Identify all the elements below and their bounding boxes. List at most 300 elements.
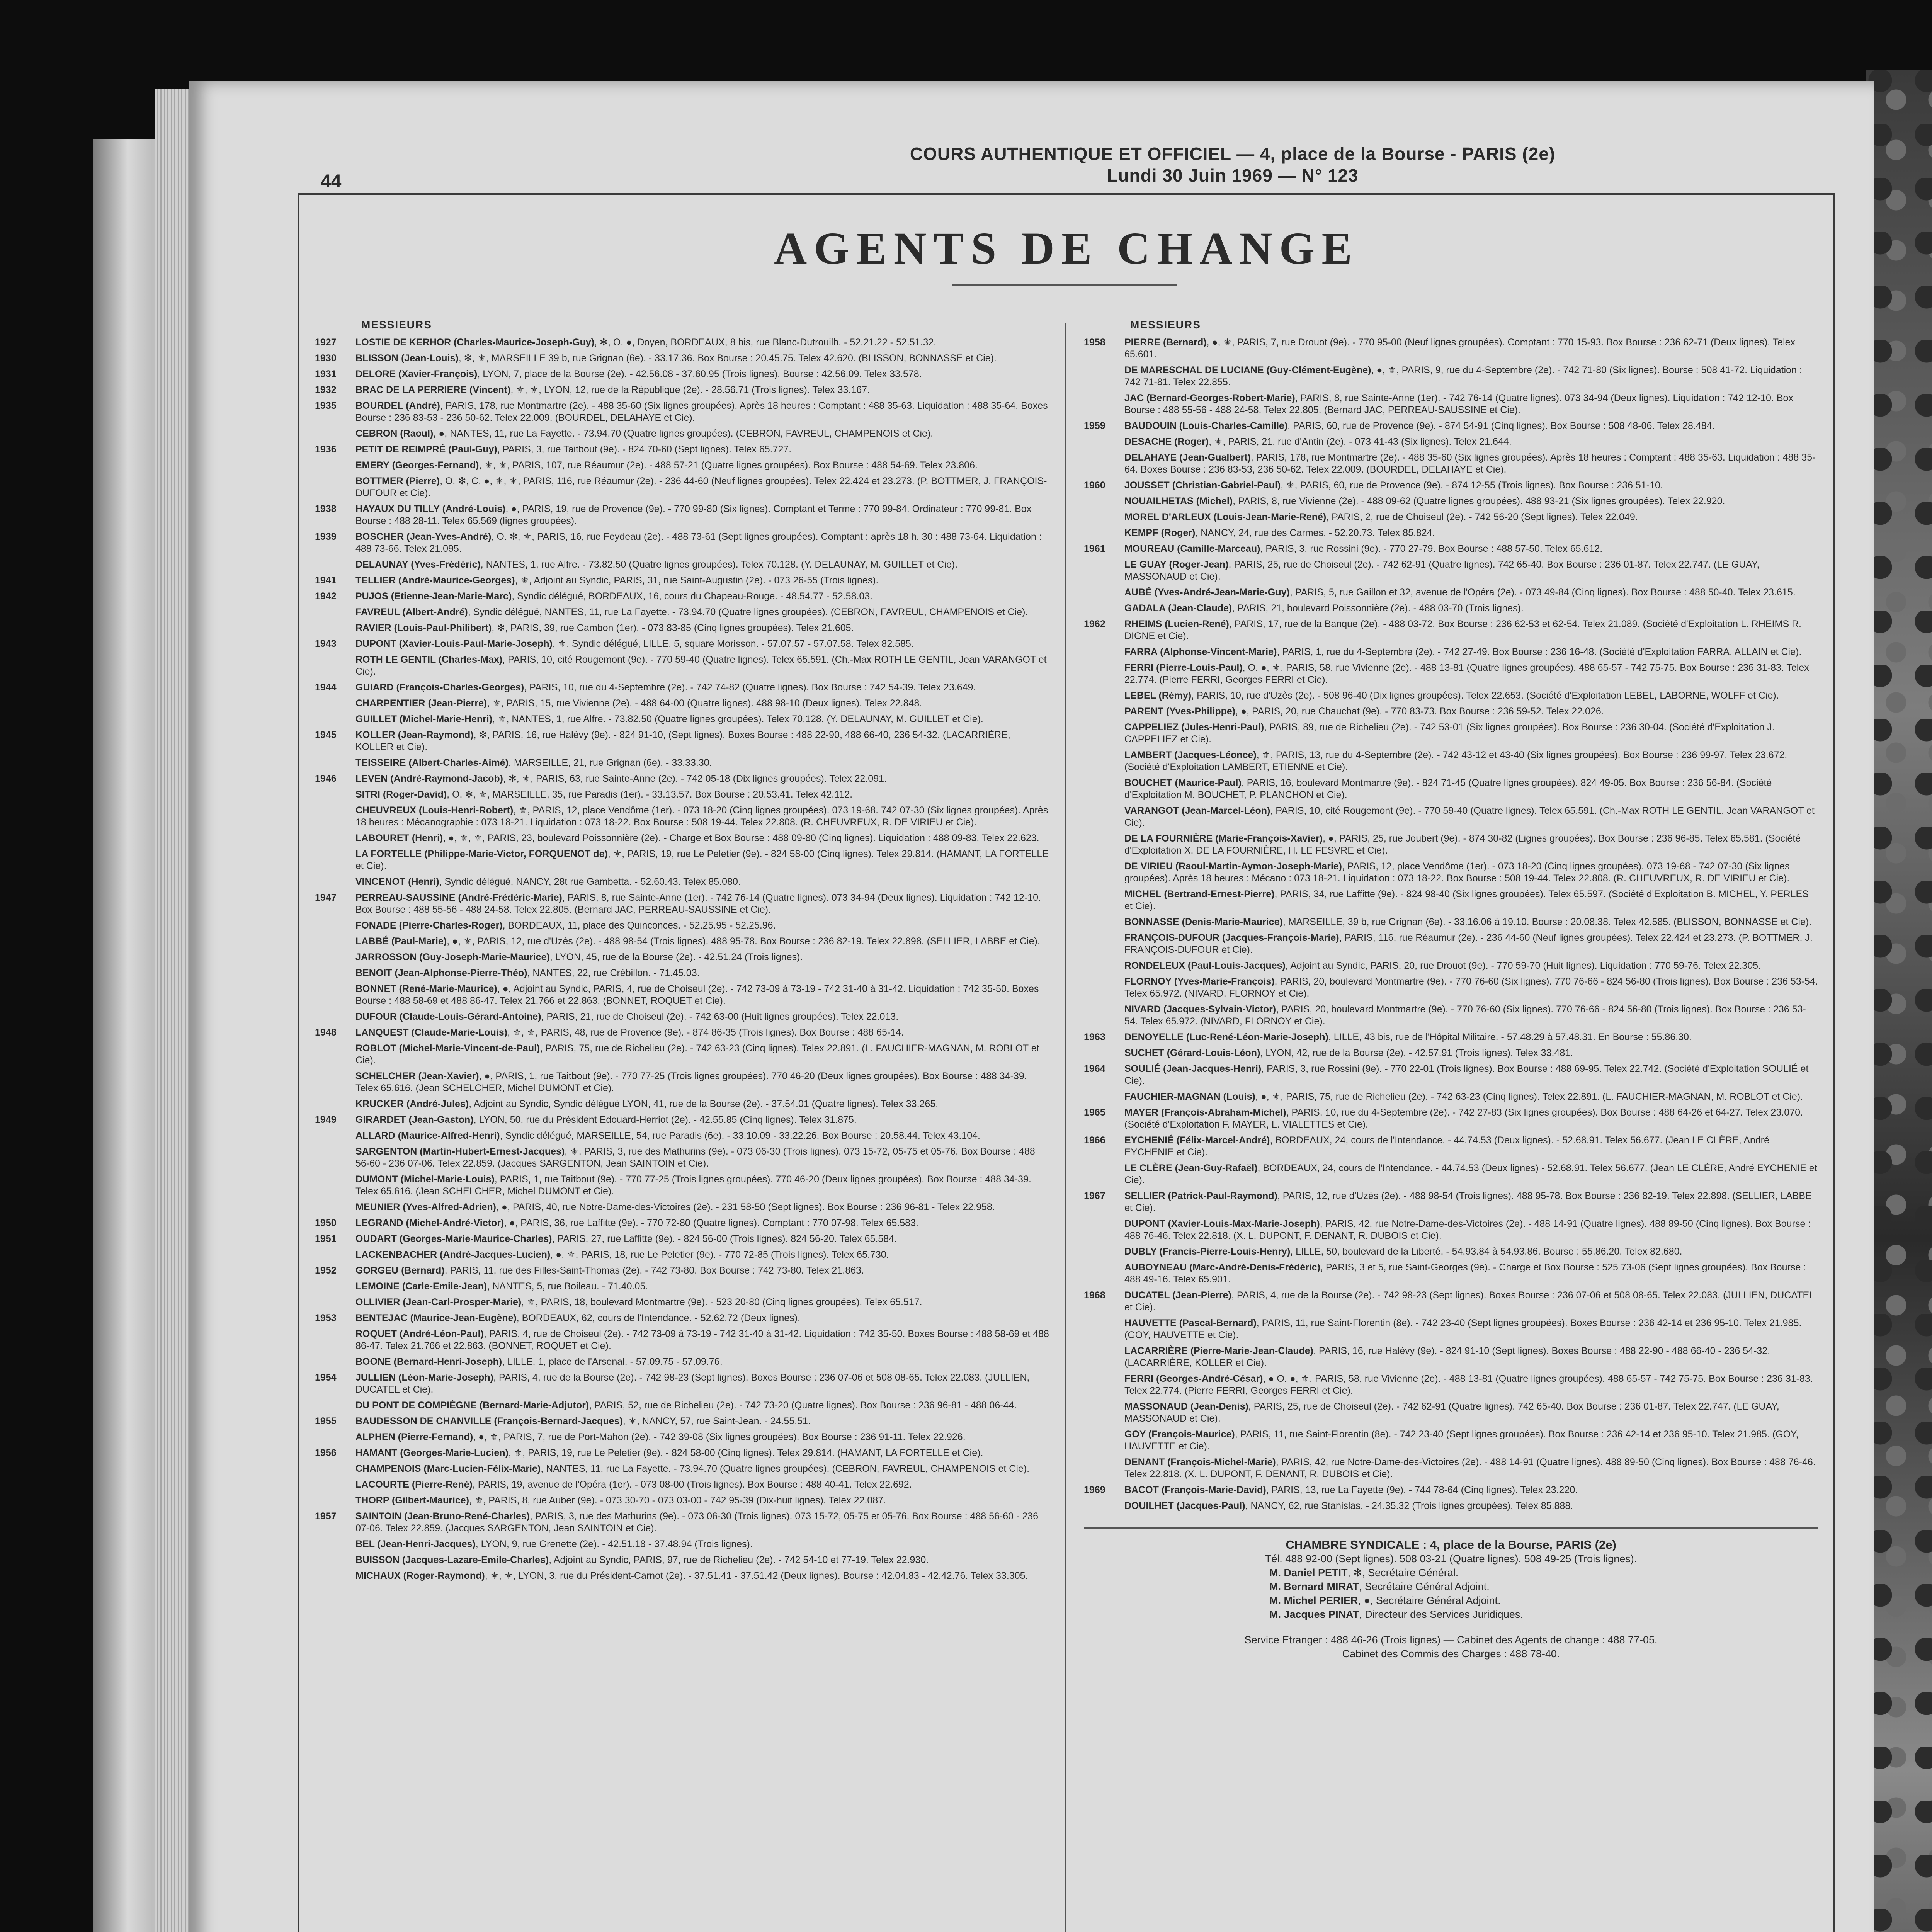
broker-name: DOUILHET (Jacques-Paul) (1124, 1500, 1245, 1511)
entry-text (355, 475, 1049, 499)
broker-entry (315, 575, 1049, 587)
entry-year: 1968 (1084, 1290, 1105, 1301)
broker-entry (315, 713, 1049, 725)
broker-entry (315, 1114, 1049, 1126)
broker-entry (315, 428, 1049, 440)
broker-entry (315, 1431, 1049, 1443)
entry-text (1124, 480, 1818, 492)
broker-entry (315, 832, 1049, 844)
entry-text (1124, 1218, 1818, 1242)
broker-details: , PARIS, 10, rue du 4-Septembre (2e). - 742 74-82 (Quatre lignes). Box Bourse : 742 54-39. Telex 23.649. (524, 682, 976, 693)
broker-name: TELLIER (André-Maurice-Georges) (355, 575, 515, 586)
entry-text (355, 1415, 1049, 1427)
broker-entry (315, 876, 1049, 888)
broker-entry (315, 1011, 1049, 1023)
broker-name: BAUDESSON DE CHANVILLE (François-Bernard-Jacques) (355, 1416, 623, 1427)
broker-entry (315, 606, 1049, 618)
entry-text (355, 729, 1049, 753)
broker-entry (1084, 833, 1818, 857)
broker-name: THORP (Gilbert-Maurice) (355, 1495, 469, 1506)
entry-text (355, 1173, 1049, 1197)
broker-name: FAVREUL (Albert-André) (355, 607, 468, 617)
broker-details: , ⚜, PARIS, 15, rue Vivienne (2e). - 488 64-00 (Quatre lignes). 488 98-10 (Deux lignes). Telex 22.848. (487, 698, 922, 709)
broker-details: , PARIS, 17, rue de la Banque (2e). - 488 03-72. Box Bourse : 236 62-53 et 62-54. Telex 21.089. (Société d'Exploitation L. RHEIMS R. DIGNE et Cie). (1124, 619, 1801, 641)
broker-details: , PARIS, 21, rue de Choiseul (2e). - 742 63-00 (Huit lignes groupées). Telex 22.013. (541, 1011, 899, 1022)
entry-text (355, 606, 1049, 618)
broker-details: , PARIS, 60, rue de Provence (9e). - 874 54-91 (Cinq lignes). Box Bourse : 508 48-06. Telex 28.484. (1287, 420, 1715, 431)
entry-text (1124, 690, 1818, 702)
broker-name: SAINTOIN (Jean-Bruno-René-Charles) (355, 1511, 530, 1522)
broker-details: , PARIS, 5, rue Gaillon et 32, avenue de l'Opéra (2e). - 073 49-84 (Cinq lignes). Box Bourse : 488 50-40. Telex 23.615. (1289, 587, 1796, 598)
broker-entry (1084, 1456, 1818, 1480)
broker-name: FRANÇOIS-DUFOUR (Jacques-François-Marie) (1124, 932, 1339, 943)
broker-details: , PARIS, 10, cité Rougemont (9e). - 770 59-40 (Quatre lignes). Telex 65.591. (Ch.-Max ROTH LE GENTIL, Jean VARANGOT et Cie). (355, 654, 1047, 677)
broker-details: , Syndic délégué, NANCY, 28t rue Gambetta. - 52.60.43. Telex 85.080. (439, 876, 741, 887)
broker-details: , Syndic délégué, BORDEAUX, 16, cours du Chapeau-Rouge. - 48.54.77 - 52.58.03. (512, 591, 873, 602)
entry-text (355, 773, 1049, 785)
entry-text (355, 1070, 1049, 1094)
entry-text (1124, 543, 1818, 555)
broker-details: , ●, ⚜, PARIS, 7, rue Drouot (9e). - 770 95-00 (Neuf lignes groupées). Comptant : 770 15-93. Box Bourse : 236 62-71 (Deux lignes). Telex 65.601. (1124, 337, 1796, 360)
broker-name: VARANGOT (Jean-Marcel-Léon) (1124, 805, 1270, 816)
entry-year: 1943 (315, 638, 337, 649)
entry-text (355, 1217, 1049, 1229)
broker-details: , PARIS, 10, rue du 4-Septembre (2e). - 742 27-83 (Six lignes groupées). Box Bourse : 488 64-26 et 64-27. Telex 23.070. (Société d'Exploitation F. MAYER, L. VIALETTES et Cie). (1124, 1107, 1803, 1130)
broker-name: LEGRAND (Michel-André-Victor) (355, 1218, 504, 1228)
broker-entry (1084, 1289, 1818, 1313)
broker-entry (1084, 618, 1818, 642)
broker-name: KEMPF (Roger) (1124, 527, 1196, 538)
broker-details: , PARIS, 52, rue de Richelieu (2e). - 742 73-20 (Quatre lignes). Box Bourse : 236 96-81 - 488 06-44. (589, 1400, 1017, 1411)
broker-entry (315, 654, 1049, 678)
broker-name: AUBÉ (Yves-André-Jean-Marie-Guy) (1124, 587, 1290, 598)
broker-name: DE LA FOURNIÈRE (Marie-François-Xavier) (1124, 833, 1323, 844)
person-name: M. Michel PERIER (1269, 1595, 1358, 1606)
broker-details: , BORDEAUX, 24, cours de l'Intendance. - 44.74.53 (Deux lignes). - 52.68.91. Telex 56.677. (Jean LE CLÈRE, André EYCHENIE et Cie). (1124, 1135, 1770, 1158)
broker-entry (1084, 706, 1818, 718)
broker-name: EYCHENIÉ (Félix-Marcel-André) (1124, 1135, 1270, 1146)
broker-entry (315, 1249, 1049, 1261)
broker-entry (315, 1043, 1049, 1066)
entry-text (1124, 587, 1818, 599)
broker-entry (315, 1495, 1049, 1507)
broker-details: , NANCY, 24, rue des Carmes. - 52.20.73. Telex 85.824. (1195, 527, 1435, 538)
broker-name: AUBOYNEAU (Marc-André-Denis-Frédéric) (1124, 1262, 1321, 1273)
broker-name: BOSCHER (Jean-Yves-André) (355, 531, 492, 542)
broker-details: , PARIS, 4, rue de Choiseul (2e). - 742 73-09 à 73-19 - 742 31-40 à 31-42. Liquidation : 742 35-50. Boxes Bourse : 488 58-69 et 488 86-47. Telex 21.766 et 22.863. (BONNET, ROQUET et Cie). (355, 1328, 1049, 1351)
broker-entry (315, 697, 1049, 709)
entry-text (1124, 1429, 1818, 1452)
broker-name: FERRI (Pierre-Louis-Paul) (1124, 662, 1243, 673)
broker-entry (1084, 1401, 1818, 1425)
broker-entry (315, 1356, 1049, 1368)
header-line-2: Lundi 30 Juin 1969 — N° 123 (1107, 165, 1359, 185)
broker-entry (1084, 1047, 1818, 1059)
broker-details: , ●, ⚜, ⚜, PARIS, 23, boulevard Poissonnière (2e). - Charge et Box Bourse : 488 09-80 (Cinq lignes). Liquidation : 488 09-83. Telex 22.623. (443, 833, 1039, 844)
broker-details: , ●, PARIS, 20, rue Chauchat (9e). - 770 83-73. Box Bourse : 236 59-52. Telex 22.026. (1235, 706, 1604, 717)
entry-year: 1959 (1084, 420, 1105, 431)
right-entry-list (1084, 337, 1818, 1512)
broker-name: ALPHEN (Pierre-Fernand) (355, 1432, 473, 1442)
entry-text (355, 1554, 1049, 1566)
broker-entry (1084, 960, 1818, 972)
broker-details: , MARSEILLE, 21, rue Grignan (6e). - 33.33.30. (508, 757, 712, 768)
broker-details: , PARIS, 3, rue Rossini (9e). - 770 27-79. Box Bourse : 488 57-50. Telex 65.612. (1260, 543, 1603, 554)
entry-text (1124, 1031, 1818, 1043)
entry-text (355, 832, 1049, 844)
broker-details: , ●, PARIS, 25, rue Joubert (9e). - 874 30-82 (Lignes groupées). Box Bourse : 236 96-85. Telex 65.581. (Société d'Exploitation X. DE LA FOURNIÈRE, H. LE FESVRE et Cie). (1124, 833, 1801, 856)
broker-name: MICHEL (Bertrand-Ernest-Pierre) (1124, 889, 1275, 900)
broker-details: , PARIS, 42, rue Notre-Dame-des-Victoires (2e). - 488 14-91 (Quatre lignes). 488 89-50 (Cinq lignes). Box Bourse : 488 76-46. Telex 22.818. (X. L. DUPONT, F. DENANT, R. DUBOIS et Cie). (1124, 1218, 1811, 1241)
broker-name: LANQUEST (Claude-Marie-Louis) (355, 1027, 508, 1038)
entry-text (1124, 452, 1818, 476)
broker-details: , ⚜, Adjoint au Syndic, PARIS, 31, rue Saint-Augustin (2e). - 073 26-55 (Trois lignes). (515, 575, 879, 586)
broker-entry (1084, 1262, 1818, 1286)
broker-entry (315, 1510, 1049, 1534)
entry-text (1124, 618, 1818, 642)
broker-entry (1084, 1190, 1818, 1214)
broker-details: , PARIS, 3, rue Rossini (9e). - 770 22-01 (Trois lignes). Box Bourse : 488 69-95. Telex 22.742. (Société d'Exploitation SOULIÉ et Cie). (1124, 1063, 1809, 1086)
broker-name: DELORE (Xavier-François) (355, 369, 478, 379)
broker-entry (1084, 1063, 1818, 1087)
entry-year: 1951 (315, 1233, 337, 1244)
broker-name: JARROSSON (Guy-Joseph-Marie-Maurice) (355, 952, 550, 963)
broker-name: HAUVETTE (Pascal-Bernard) (1124, 1318, 1257, 1328)
broker-name: GOY (François-Maurice) (1124, 1429, 1235, 1440)
chambre-title: CHAMBRE SYNDICALE : 4, place de la Bourse, PARIS (2e) (1286, 1538, 1616, 1551)
broker-entry (315, 1479, 1049, 1491)
broker-entry (315, 1312, 1049, 1324)
broker-name: BEL (Jean-Henri-Jacques) (355, 1539, 476, 1549)
broker-details: , PARIS, 25, rue de Choiseul (2e). - 742 62-91 (Quatre lignes). 742 65-40. Box Bourse : 236 01-87. Telex 22.747. (LE GUAY, MASSONAUD et Cie). (1124, 1401, 1779, 1424)
broker-name: LEVEN (André-Raymond-Jacob) (355, 773, 503, 784)
entry-text (355, 892, 1049, 916)
entry-year: 1952 (315, 1265, 337, 1276)
broker-details: , MARSEILLE, 39 b, rue Grignan (6e). - 33.16.06 à 19.10. Bourse : 20.08.38. Telex 42.585. (BLISSON, BONNASSE et Cie). (1282, 917, 1812, 927)
person-name: M. Daniel PETIT (1269, 1567, 1348, 1578)
broker-name: OLLIVIER (Jean-Carl-Prosper-Marie) (355, 1297, 522, 1308)
broker-entry (315, 1070, 1049, 1094)
broker-name: GUIARD (François-Charles-Georges) (355, 682, 524, 693)
broker-details: , PARIS, 34, rue Laffitte (9e). - 824 98-40 (Six lignes groupées). Telex 65.597. (Société d'Exploitation B. MICHEL, Y. PERLES et Cie). (1124, 889, 1809, 912)
entry-text (355, 638, 1049, 650)
broker-name: DE MARESCHAL DE LUCIANE (Guy-Clément-Eugène) (1124, 365, 1371, 376)
entry-year: 1967 (1084, 1190, 1105, 1201)
broker-details: , PARIS, 4, rue de la Bourse (2e). - 742 98-23 (Sept lignes). Boxes Bourse : 236 07-06 et 508 08-65. Telex 22.083. (JULLIEN, DUCATEL et Cie). (355, 1372, 1030, 1395)
entry-year: 1964 (1084, 1063, 1105, 1074)
broker-name: SUCHET (Gérard-Louis-Léon) (1124, 1048, 1260, 1058)
broker-entry (315, 531, 1049, 555)
broker-name: VINCENOT (Henri) (355, 876, 439, 887)
entry-year: 1960 (1084, 480, 1105, 491)
broker-entry (315, 1173, 1049, 1197)
entry-text (355, 1027, 1049, 1039)
broker-details: , PARIS, 20, boulevard Montmartre (9e). - 770 76-60 (Six lignes). 770 76-66 - 824 56-80 (Trois lignes). Box Bourse : 236 53-54. Telex 65.972. (NIVARD, FLORNOY et Cie). (1124, 976, 1818, 999)
broker-entry (315, 1281, 1049, 1293)
broker-name: LACKENBACHER (André-Jacques-Lucien) (355, 1249, 551, 1260)
broker-details: , ⚜, ⚜, PARIS, 48, rue de Provence (9e). - 874 86-35 (Trois lignes). Box Bourse : 488 65-14. (507, 1027, 904, 1038)
broker-details: , PARIS, 21, boulevard Poissonnière (2e). - 488 03-70 (Trois lignes). (1232, 603, 1524, 614)
broker-details: , ⚜, PARIS, 13, rue du 4-Septembre (2e). - 742 43-12 et 43-40 (Six lignes groupées). Box Bourse : 236 99-97. Telex 23.672. (Société d'Exploitation LAMBERT, ETIENNE et Cie). (1124, 750, 1787, 772)
entry-year: 1963 (1084, 1032, 1105, 1043)
broker-name: DUPONT (Xavier-Louis-Max-Marie-Joseph) (1124, 1218, 1320, 1229)
chambre-person (1269, 1607, 1818, 1621)
entry-text (1124, 646, 1818, 658)
broker-name: PARENT (Yves-Philippe) (1124, 706, 1236, 717)
broker-entry (315, 1217, 1049, 1229)
broker-name: ROBLOT (Michel-Marie-Vincent-de-Paul) (355, 1043, 540, 1054)
entry-text (1124, 721, 1818, 745)
entry-text (1124, 1246, 1818, 1258)
broker-name: DELAHAYE (Jean-Gualbert) (1124, 452, 1251, 463)
broker-entry (1084, 690, 1818, 702)
entry-text (355, 575, 1049, 587)
broker-details: , PARIS, 2, rue de Choiseul (2e). - 742 56-20 (Sept lignes). Telex 22.049. (1326, 512, 1638, 522)
broker-name: DE VIRIEU (Raoul-Martin-Aymon-Joseph-Marie) (1124, 861, 1342, 872)
broker-details: , PARIS, 20, boulevard Montmartre (9e). - 770 76-60 (Six lignes). 770 76-66 - 824 56-80 (Trois lignes). Box Bourse : 236 53-54. Telex 65.972. (NIVARD, FLORNOY et Cie). (1124, 1004, 1806, 1027)
broker-name: LE CLÈRE (Jean-Guy-Rafaël) (1124, 1163, 1258, 1173)
broker-name: DENANT (François-Michel-Marie) (1124, 1457, 1276, 1468)
broker-details: , ✻, PARIS, 16, rue Halévy (9e). - 824 91-10, (Sept lignes). Boxes Bourse : 488 22-90, 488 66-40, 236 54-32. (LACARRIÈRE, KOLLER et Cie). (355, 730, 1010, 752)
column-divider (1065, 323, 1066, 1932)
entry-text (355, 459, 1049, 471)
broker-entry (315, 368, 1049, 380)
broker-entry (1084, 805, 1818, 829)
entry-year: 1969 (1084, 1485, 1105, 1495)
broker-name: LABOURET (Henri) (355, 833, 443, 844)
content-frame (298, 193, 1835, 1932)
right-column-heading: MESSIEURS (1130, 319, 1201, 331)
entry-year: 1950 (315, 1218, 337, 1228)
entry-text (355, 368, 1049, 380)
broker-details: , ⚜, ⚜, PARIS, 107, rue Réaumur (2e). - 488 57-21 (Quatre lignes groupées). Box Bourse : 488 54-69. Telex 23.806. (479, 460, 978, 471)
entry-text (355, 1011, 1049, 1023)
entry-year: 1931 (315, 369, 337, 379)
broker-name: GADALA (Jean-Claude) (1124, 603, 1232, 614)
chambre-person (1269, 1594, 1818, 1607)
broker-entry (1084, 602, 1818, 614)
entry-text (1124, 932, 1818, 956)
entry-text (1124, 1063, 1818, 1087)
entry-text (355, 428, 1049, 440)
entry-text (1124, 495, 1818, 507)
broker-details: , PARIS, 10, cité Rougemont (9e). - 770 59-40 (Quatre lignes). Telex 65.591. (Ch.-Max ROTH LE GENTIL, Jean VARANGOT et Cie). (1124, 805, 1815, 828)
broker-name: LACOURTE (Pierre-René) (355, 1479, 473, 1490)
broker-name: PETIT DE REIMPRÉ (Paul-Guy) (355, 444, 497, 455)
entry-year: 1966 (1084, 1135, 1105, 1146)
broker-entry (1084, 1429, 1818, 1452)
broker-name: ALLARD (Maurice-Alfred-Henri) (355, 1130, 500, 1141)
broker-entry (315, 1463, 1049, 1475)
entry-text (355, 983, 1049, 1007)
chambre-people-list (1084, 1566, 1818, 1621)
broker-details: , Adjoint au Syndic, Syndic délégué LYON, 41, rue de la Bourse (2e). - 37.54.01 (Quatre lignes). Telex 33.265. (469, 1099, 939, 1109)
broker-entry (1084, 452, 1818, 476)
broker-details: , PARIS, 11, rue Saint-Florentin (8e). - 742 23-40 (Sept lignes groupées). Boxes Bourse : 236 42-14 et 236 95-10. Telex 21.985. (GOY, HAUVETTE et Cie). (1124, 1318, 1802, 1340)
broker-entry (1084, 1484, 1818, 1496)
broker-entry (315, 622, 1049, 634)
entry-text (1124, 1162, 1818, 1186)
entry-year: 1956 (315, 1447, 337, 1458)
broker-name: BONNET (René-Marie-Maurice) (355, 983, 497, 994)
broker-details: , PARIS, 16, boulevard Montmartre (9e). - 824 71-45 (Quatre lignes groupées). 824 49-05. Box Bourse : 236 56-84. (Société d'Exploitation M. BOUCHET, P. PLANCHON et Cie). (1124, 777, 1772, 800)
title-divider (952, 284, 1177, 286)
broker-name: HAMANT (Georges-Marie-Lucien) (355, 1447, 509, 1458)
broker-name: BAUDOUIN (Louis-Charles-Camille) (1124, 420, 1288, 431)
entry-text (1124, 436, 1818, 448)
entry-text (1124, 420, 1818, 432)
entry-text (355, 1312, 1049, 1324)
broker-name: BONNASSE (Denis-Marie-Maurice) (1124, 917, 1283, 927)
entry-text (1124, 805, 1818, 829)
entry-year: 1941 (315, 575, 337, 586)
marbled-endpaper (1866, 70, 1932, 1932)
broker-entry (1084, 749, 1818, 773)
broker-details: , BORDEAUX, 11, place des Quinconces. - 52.25.95 - 52.25.96. (502, 920, 776, 931)
entry-text (1124, 1456, 1818, 1480)
page-number: 44 (321, 171, 342, 192)
broker-details: , O. ●, ⚜, PARIS, 58, rue Vivienne (2e). - 488 13-81 (Quatre lignes groupées). 488 65-57 - 742 75-75. Box Bourse : 236 31-83. Telex 22.774. (Pierre FERRI, Georges FERRI et Cie). (1124, 662, 1809, 685)
broker-name: CHARPENTIER (Jean-Pierre) (355, 698, 487, 709)
entry-text (355, 1538, 1049, 1550)
broker-details: , PARIS, 42, rue Notre-Dame-des-Victoires (2e). - 488 14-91 (Quatre lignes). 488 89-50 (Cinq lignes). Box Bourse : 488 76-46. Telex 22.818. (X. L. DUPONT, F. DENANT, R. DUBOIS et Cie). (1124, 1457, 1816, 1480)
broker-name: SELLIER (Patrick-Paul-Raymond) (1124, 1190, 1277, 1201)
broker-entry (1084, 1345, 1818, 1369)
entry-text (1124, 602, 1818, 614)
entry-text (355, 757, 1049, 769)
entry-text (1124, 559, 1818, 583)
broker-details: , PARIS, 27, rue Laffitte (9e). - 824 56-00 (Trois lignes). 824 56-20. Telex 65.584. (552, 1233, 897, 1244)
person-name: M. Bernard MIRAT (1269, 1581, 1359, 1592)
entry-text (355, 1479, 1049, 1491)
entry-text (1124, 976, 1818, 1000)
broker-details: , ⚜, ⚜, LYON, 3, rue du Président-Carnot (2e). - 37.51.41 - 37.51.42 (Deux lignes). Bourse : 42.04.83 - 42.42.76. Telex 33.305. (485, 1570, 1028, 1581)
broker-name: FARRA (Alphonse-Vincent-Marie) (1124, 646, 1277, 657)
broker-entry (1084, 777, 1818, 801)
entry-text (355, 935, 1049, 947)
broker-entry (315, 475, 1049, 499)
page-header (653, 143, 1812, 186)
entry-text (1124, 392, 1818, 416)
broker-entry (315, 1447, 1049, 1459)
broker-name: BLISSON (Jean-Louis) (355, 353, 459, 364)
broker-entry (315, 1146, 1049, 1170)
broker-details: , PARIS, 3 et 5, rue Saint-Georges (9e). - Charge et Box Bourse : 525 73-06 (Sept lignes groupées). Box Bourse : 488 49-16. Telex 65.901. (1124, 1262, 1806, 1285)
broker-entry (315, 1415, 1049, 1427)
entry-year: 1942 (315, 591, 337, 602)
entry-year: 1955 (315, 1416, 337, 1427)
broker-details: , PARIS, 16, rue Halévy (9e). - 824 91-10 (Sept lignes). Boxes Bourse : 488 22-90 - 488 66-40 - 236 54-32. (LACARRIÈRE, KOLLER et Cie). (1124, 1345, 1770, 1368)
broker-details: , PARIS, 75, rue de Richelieu (2e). - 742 63-23 (Cinq lignes). Telex 22.891. (L. FAUCHIER-MAGNAN, M. ROBLOT et Cie). (355, 1043, 1039, 1066)
left-column-heading: MESSIEURS (361, 319, 432, 331)
broker-entry (1084, 495, 1818, 507)
broker-details: , ⚜, PARIS, 8, rue Auber (9e). - 073 30-70 - 073 03-00 - 742 95-39 (Dix-huit lignes). Telex 22.087. (469, 1495, 886, 1506)
broker-entry (315, 1098, 1049, 1110)
broker-name: BOURDEL (André) (355, 400, 440, 411)
broker-name: HAYAUX DU TILLY (André-Louis) (355, 503, 506, 514)
entry-text (355, 1510, 1049, 1534)
broker-entry (1084, 527, 1818, 539)
broker-name: MEUNIER (Yves-Alfred-Adrien) (355, 1202, 496, 1213)
broker-entry (315, 1296, 1049, 1308)
right-column (1084, 319, 1818, 1661)
broker-name: CEBRON (Raoul) (355, 428, 434, 439)
broker-details: , NANTES, 1, rue Alfre. - 73.82.50 (Quatre lignes groupées). Telex 70.128. (Y. DELAUNAY, M. GUILLET et Cie). (480, 559, 958, 570)
broker-entry (1084, 721, 1818, 745)
broker-name: FAUCHIER-MAGNAN (Louis) (1124, 1091, 1255, 1102)
entry-text (355, 1570, 1049, 1582)
broker-name: FERRI (Georges-André-César) (1124, 1373, 1263, 1384)
broker-entry (1084, 932, 1818, 956)
entry-text (1124, 1003, 1818, 1027)
entry-text (355, 531, 1049, 555)
broker-details: , PARIS, 13, rue La Fayette (9e). - 744 78-64 (Cinq lignes). Telex 23.220. (1266, 1485, 1578, 1495)
broker-entry (315, 352, 1049, 364)
broker-details: , ●, ⚜, PARIS, 7, rue de Port-Mahon (2e). - 742 39-08 (Six lignes groupées). Box Bourse : 236 91-11. Telex 22.926. (473, 1432, 966, 1442)
broker-entry (1084, 1218, 1818, 1242)
broker-entry (315, 804, 1049, 828)
broker-name: NOUAILHETAS (Michel) (1124, 496, 1233, 507)
broker-details: , ⚜, PARIS, 12, place Vendôme (1er). - 073 18-20 (Cinq lignes groupées). 073 19-68. 742 07-30 (Six lignes groupées). Après 18 heures : Mécanographie : 073 18-21. Liquidation : 073 18-22. Box Bourse : 508 19-44. Telex 22.808. (R. CHEUVREUX, R. DE VIRIEU et Cie). (355, 805, 1048, 828)
broker-entry (315, 757, 1049, 769)
broker-name: DELAUNAY (Yves-Frédéric) (355, 559, 481, 570)
broker-entry (315, 1233, 1049, 1245)
broker-entry (315, 1328, 1049, 1352)
broker-details: , PARIS, 10, rue d'Uzès (2e). - 508 96-40 (Dix lignes groupées). Telex 22.653. (Société d'Exploitation LEBEL, LABORNE, WOLFF et Cie). (1191, 690, 1779, 701)
broker-details: , LYON, 7, place de la Bourse (2e). - 42.56.08 - 37.60.95 (Trois lignes). Bourse : 42.56.09. Telex 33.578. (477, 369, 922, 379)
broker-entry (315, 459, 1049, 471)
broker-name: SOULIÉ (Jean-Jacques-Henri) (1124, 1063, 1262, 1074)
broker-details: , PARIS, 8, rue Sainte-Anne (1er). - 742 76-14 (Quatre lignes). 073 34-94 (Deux lignes). Liquidation : 742 12-10. Box Bourse : 488 55-56 - 488 24-58. Telex 22.805. (Bernard JAC, PERREAU-SAUSSINE et Cie). (355, 892, 1041, 915)
entry-year: 1939 (315, 531, 337, 542)
entry-text (1124, 1345, 1818, 1369)
broker-details: , PARIS, 116, rue Réaumur (2e). - 236 44-60 (Neuf lignes groupées). Telex 22.424 et 23.273. (P. BOTTMER, J. FRANÇOIS-DUFOUR et Cie). (1124, 932, 1813, 955)
broker-entry (1084, 861, 1818, 884)
broker-entry (315, 729, 1049, 753)
entry-text (355, 1098, 1049, 1110)
entry-text (355, 951, 1049, 963)
broker-entry (315, 1265, 1049, 1277)
broker-details: , ●, ⚜, PARIS, 9, rue du 4-Septembre (2e). - 742 71-80 (Six lignes). Bourse : 508 41-72. Liquidation : 742 71-81. Telex 22.855. (1124, 365, 1802, 388)
broker-details: , LYON, 42, rue de la Bourse (2e). - 42.57.91 (Trois lignes). Telex 33.481. (1260, 1048, 1573, 1058)
service-line-1: Service Etranger : 488 46-26 (Trois lignes) — Cabinet des Agents de change : 488 77-05. (1244, 1634, 1658, 1646)
broker-name: CHEUVREUX (Louis-Henri-Robert) (355, 805, 514, 816)
broker-details: , PARIS, 11, rue des Filles-Saint-Thomas (2e). - 742 73-80. Box Bourse : 742 73-80. Telex 21.863. (444, 1265, 864, 1276)
left-entry-list (315, 337, 1049, 1582)
broker-details: , Syndic délégué, MARSEILLE, 54, rue Paradis (6e). - 33.10.09 - 33.22.26. Box Bourse : 20.58.44. Telex 43.104. (500, 1130, 980, 1141)
broker-name: ROTH LE GENTIL (Charles-Max) (355, 654, 503, 665)
broker-name: GUILLET (Michel-Marie-Henri) (355, 714, 493, 724)
entry-year: 1962 (1084, 619, 1105, 629)
broker-entry (315, 559, 1049, 571)
person-role: , ●, Secrétaire Général Adjoint. (1358, 1595, 1501, 1606)
broker-entry (1084, 543, 1818, 555)
person-role: , Secrétaire Général Adjoint. (1359, 1581, 1490, 1592)
entry-text (1124, 337, 1818, 361)
broker-name: BOUCHET (Maurice-Paul) (1124, 777, 1242, 788)
broker-name: LOSTIE DE KERHOR (Charles-Maurice-Joseph-Guy) (355, 337, 595, 348)
broker-name: LEMOINE (Carle-Emile-Jean) (355, 1281, 487, 1292)
broker-details: , ✻, ⚜, PARIS, 63, rue Sainte-Anne (2e). - 742 05-18 (Dix lignes groupées). Telex 22.091. (503, 773, 887, 784)
broker-name: BOTTMER (Pierre) (355, 476, 440, 486)
broker-name: DESACHE (Roger) (1124, 436, 1209, 447)
entry-text (1124, 1317, 1818, 1341)
broker-details: , ●, ⚜, PARIS, 75, rue de Richelieu (2e). - 742 63-23 (Cinq lignes). Telex 22.891. (L. FAUCHIER-MAGNAN, M. ROBLOT et Cie). (1255, 1091, 1803, 1102)
broker-name: CHAMPENOIS (Marc-Lucien-Félix-Marie) (355, 1463, 541, 1474)
broker-details: , ✻, O. ●, Doyen, BORDEAUX, 8 bis, rue Blanc-Dutrouilh. - 52.21.22 - 52.51.32. (594, 337, 937, 348)
broker-name: ROQUET (André-Léon-Paul) (355, 1328, 484, 1339)
entry-year: 1947 (315, 892, 337, 903)
